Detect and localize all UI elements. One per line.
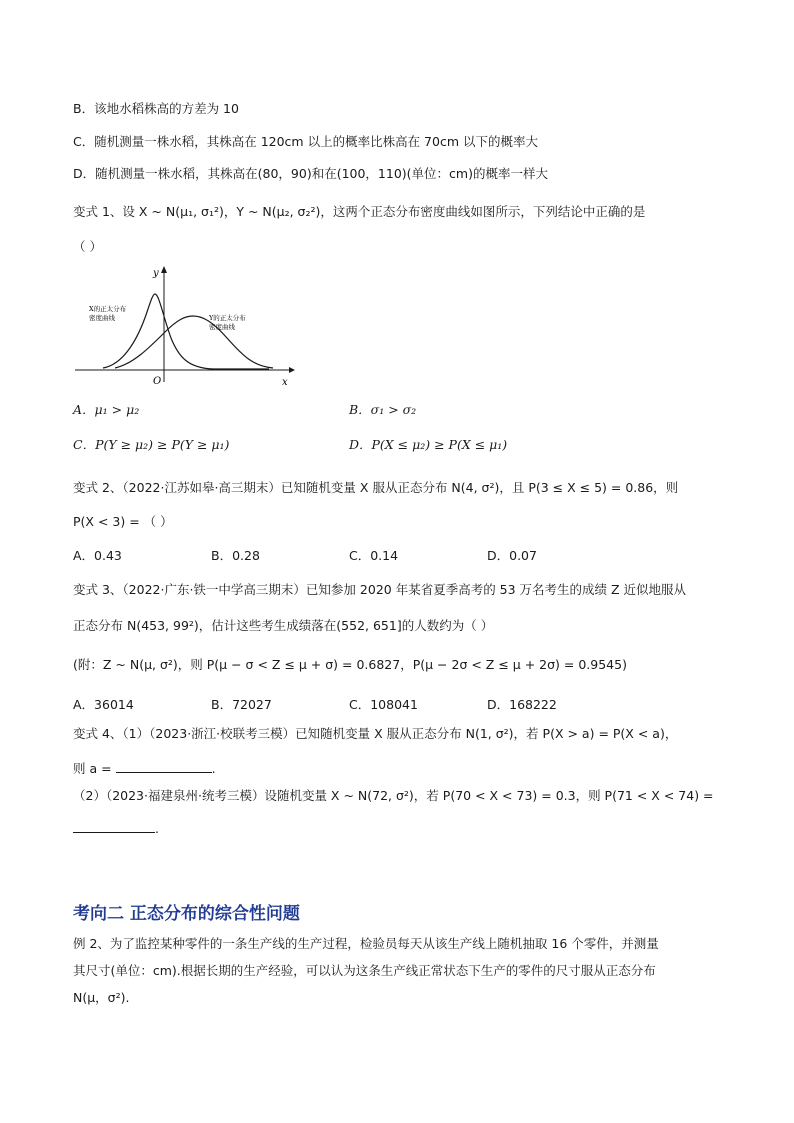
variant-3-option-b: B．72027 [211,697,272,712]
example-2-line2: 其尺寸(单位：cm).根据长期的生产经验，可以认为这条生产线正常状态下生产的零件的尺寸服从正态分布 [73,963,656,978]
variant-3-option-a: A．36014 [73,697,134,712]
variant-2-question: 变式 2、（2022·江苏如皋·高三期末）已知随机变量 X 服从正态分布 N(4, σ²)，且 P(3 ≤ X ≤ 5) = 0.86，则 [73,480,679,495]
x-curve-label-line1: X的正太分布 [89,305,127,313]
variant-2-option-c: C．0.14 [349,548,399,563]
x-curve-label-line2: 密度曲线 [89,314,115,322]
variant-1-option-b: B．σ₁ > σ₂ [349,402,417,417]
variant-3-option-d: D．168222 [487,697,557,712]
variant-1-option-c: C．P(Y ≥ μ₂) ≥ P(Y ≥ μ₁) [73,437,230,452]
y-axis-arrow-icon [161,266,167,273]
variant-3-option-c: C．108041 [349,697,418,712]
section-heading: 考向二 正态分布的综合性问题 [73,904,300,924]
variant-4-part2-question: （2）（2023·福建泉州·统考三模）设随机变量 X ~ N(72, σ²)，若 P(70 < X < 73) = 0.3，则 P(71 < X < 74) = [73,788,714,803]
x-axis-arrow-icon [289,367,295,373]
normal-distribution-figure [73,264,297,388]
example-2-line1: 例 2、为了监控某种零件的一条生产线的生产过程，检验员每天从该生产线上随机抽取 16 个零件，并测量 [73,936,659,951]
variant-4-part1-blank[interactable] [116,759,212,773]
variant-3-question: 变式 3、（2022·广东·铁一中学高三期末）已知参加 2020 年某省夏季高考的 53 万名考生的成绩 Z 近似地服从 [73,582,687,597]
variant-4-part1-question: 变式 4、（1）（2023·浙江·校联考三模）已知随机变量 X 服从正态分布 N(1, σ²)，若 P(X > a) = P(X < a)， [73,726,678,741]
variant-1-answer-paren: （ ） [73,239,102,254]
x-axis-label: x [282,377,288,388]
origin-label: O [153,376,162,387]
variant-1-question: 变式 1、设 X ~ N(μ₁, σ₁²)，Y ~ N(μ₂, σ₂²)，这两个正态分布密度曲线如图所示，下列结论中正确的是 [73,204,646,219]
variant-4-part1-period: . [211,761,216,776]
y-curve-label-line1: Y的正太分布 [209,314,246,322]
y-density-curve [115,316,273,368]
variant-3-note: (附：Z ~ N(μ, σ²)，则 P(μ − σ < Z ≤ μ + σ) = 0.6827，P(μ − 2σ < Z ≤ μ + 2σ) = 0.9545) [73,657,627,672]
y-axis-label: y [153,268,159,279]
variant-4-part1-prefix: 则 a = [73,761,112,776]
example-2-line3: N(μ，σ²). [73,990,130,1005]
variant-2-question-line2: P(X < 3) = （ ） [73,514,173,529]
variant-1-option-d: D．P(X ≤ μ₂) ≥ P(X ≤ μ₁) [349,437,508,452]
x-density-curve [103,294,269,369]
variant-3-question-line2: 正态分布 N(453, 99²)，估计这些考生成绩落在(552, 651]的人数约为（ ） [73,618,494,633]
variant-1-option-a: A．μ₁ > μ₂ [73,402,140,417]
variant-2-option-d: D．0.07 [487,548,537,563]
variant-4-part2-period: . [155,821,159,836]
variant-2-option-a: A．0.43 [73,548,122,563]
y-curve-label-line2: 密度曲线 [209,323,235,331]
variant-4-part2-answer-line [73,819,159,838]
variant-4-part1-answer-line [73,759,216,778]
option-d-text: D．随机测量一株水稻，其株高在(80，90)和在(100，110)(单位：cm)的概率一样大 [73,166,548,181]
variant-4-part2-blank[interactable] [73,819,155,833]
option-c-text: C．随机测量一株水稻，其株高在 120cm 以上的概率比株高在 70cm 以下的概率大 [73,134,538,149]
variant-2-option-b: B．0.28 [211,548,260,563]
option-b-text: B．该地水稻株高的方差为 10 [73,101,239,116]
